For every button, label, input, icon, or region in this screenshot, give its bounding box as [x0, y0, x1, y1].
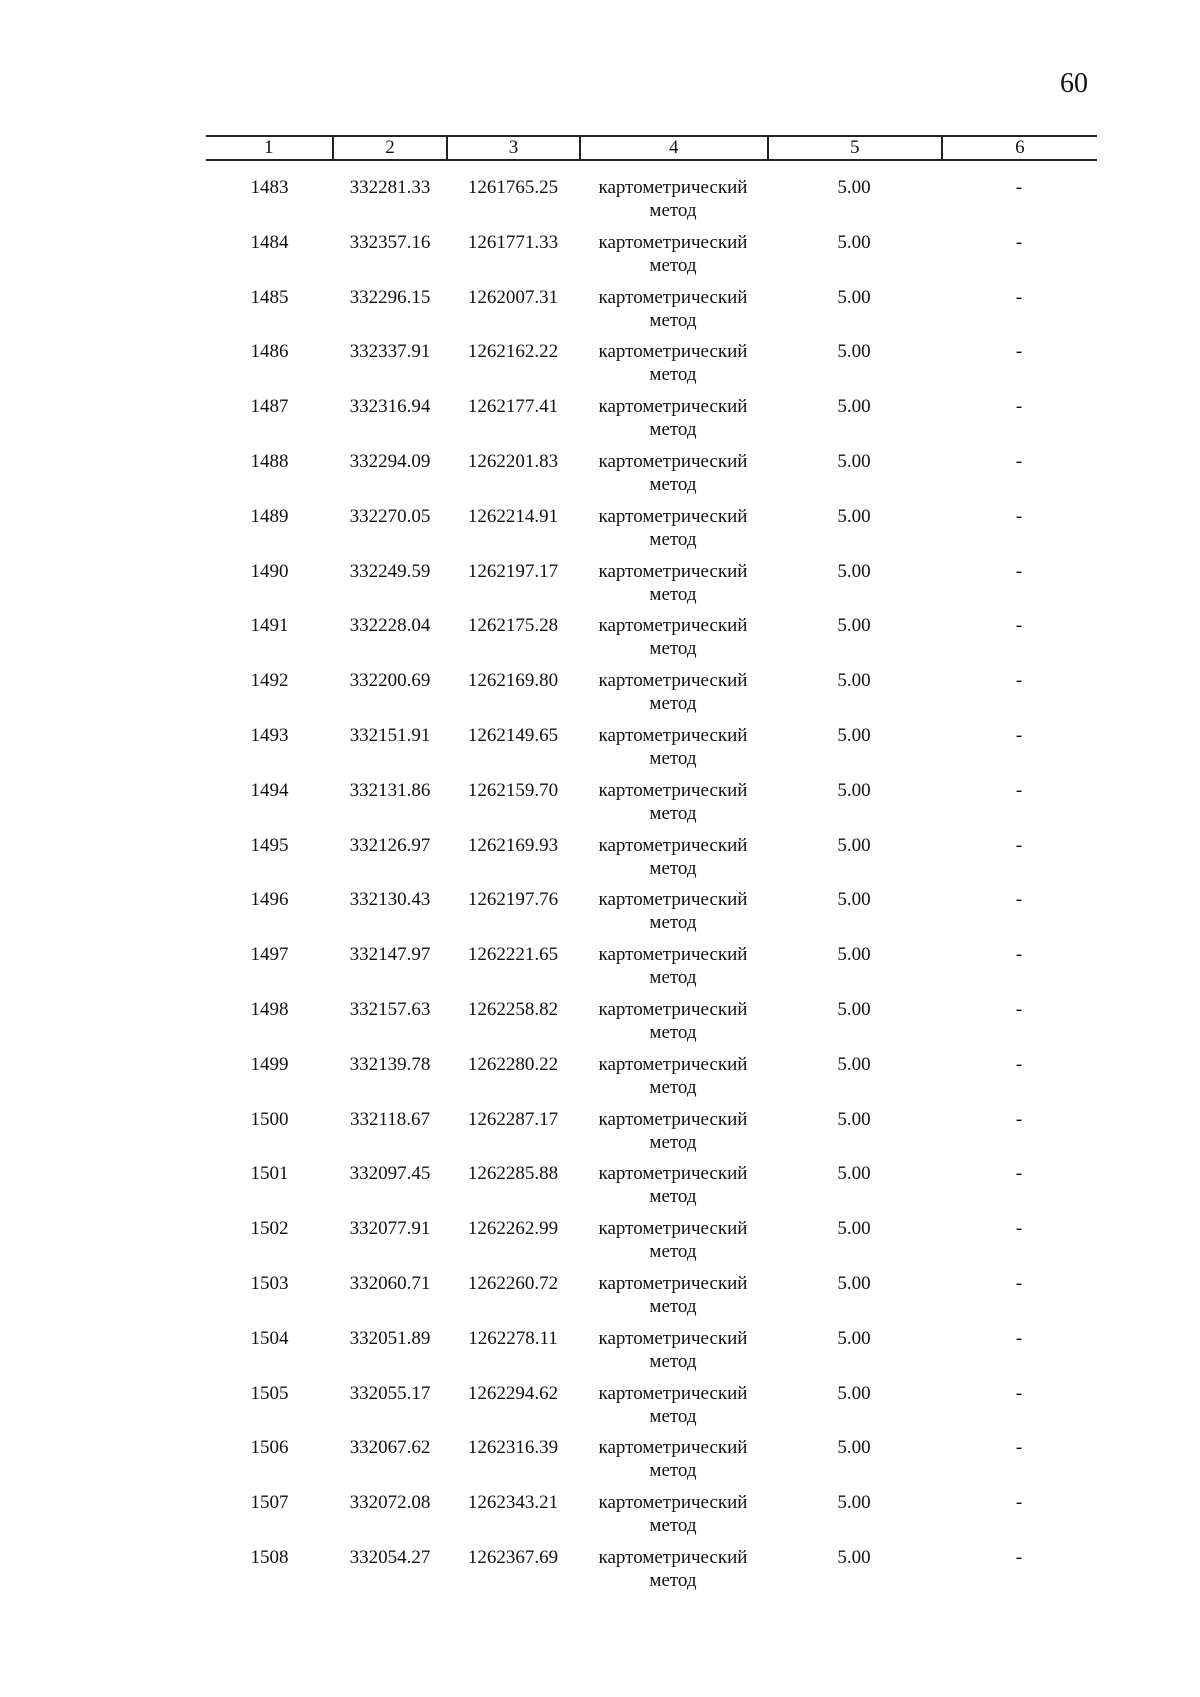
coordinate-y: 1261771.33	[467, 231, 559, 253]
method-line-2: метод	[649, 1405, 697, 1427]
method-line-2: метод	[649, 857, 697, 879]
method-cell	[579, 560, 767, 615]
method-line-2: метод	[649, 1515, 697, 1537]
method-line-1: картометрический	[598, 670, 748, 692]
table-row	[206, 395, 1097, 450]
point-number: 1495	[250, 834, 289, 856]
table-header-cell: 4	[579, 137, 767, 159]
coordinate-x: 332147.97	[349, 944, 431, 966]
method-line-1: картометрический	[598, 834, 748, 856]
accuracy-value: 5.00	[837, 450, 871, 472]
method-cell	[579, 724, 767, 779]
accuracy-value: 5.00	[837, 1108, 871, 1130]
method-line-1: картометрический	[598, 1437, 748, 1459]
note-value: -	[1015, 670, 1023, 692]
coordinate-y: 1262280.22	[467, 1053, 559, 1075]
coordinate-x: 332139.78	[349, 1053, 431, 1075]
coordinate-x: 332118.67	[349, 1108, 431, 1130]
method-line-1: картометрический	[598, 1327, 748, 1349]
note-value: -	[1015, 286, 1023, 308]
note-value: -	[1015, 396, 1023, 418]
point-number: 1490	[250, 560, 289, 582]
coordinate-y: 1262177.41	[467, 396, 559, 418]
method-line-2: метод	[649, 1021, 697, 1043]
note-value: -	[1015, 1382, 1023, 1404]
coordinate-x: 332296.15	[349, 286, 431, 308]
method-cell	[579, 1217, 767, 1272]
method-cell	[579, 779, 767, 834]
note-value: -	[1015, 615, 1023, 637]
method-line-2: метод	[649, 364, 697, 386]
note-value: -	[1015, 450, 1023, 472]
coordinate-y: 1262175.28	[467, 615, 559, 637]
point-number: 1498	[250, 998, 289, 1020]
method-cell	[579, 1436, 767, 1491]
method-line-2: метод	[649, 693, 697, 715]
accuracy-value: 5.00	[837, 1053, 871, 1075]
accuracy-value: 5.00	[837, 1382, 871, 1404]
point-number: 1505	[250, 1382, 289, 1404]
point-number: 1499	[250, 1053, 289, 1075]
method-line-1: картометрический	[598, 1546, 748, 1568]
coordinate-y: 1262221.65	[467, 944, 559, 966]
table-row	[206, 176, 1097, 231]
coordinate-x: 332357.16	[349, 231, 431, 253]
method-line-2: метод	[649, 254, 697, 276]
note-value: -	[1015, 724, 1023, 746]
method-line-2: метод	[649, 473, 697, 495]
coordinate-x: 332055.17	[349, 1382, 431, 1404]
method-cell	[579, 340, 767, 395]
point-number: 1491	[250, 615, 289, 637]
table-body	[206, 161, 1097, 1601]
accuracy-value: 5.00	[837, 1163, 871, 1185]
coordinate-x: 332270.05	[349, 505, 431, 527]
coordinate-y: 1262007.31	[467, 286, 559, 308]
point-number: 1503	[250, 1272, 289, 1294]
method-cell	[579, 1491, 767, 1546]
coordinate-y: 1262197.17	[467, 560, 559, 582]
note-value: -	[1015, 779, 1023, 801]
coordinates-table	[206, 135, 1097, 1601]
method-line-1: картометрический	[598, 1053, 748, 1075]
page-number: 60	[1060, 68, 1088, 99]
point-number: 1508	[250, 1546, 289, 1568]
coordinate-x: 332126.97	[349, 834, 431, 856]
method-line-1: картометрический	[598, 286, 748, 308]
method-cell	[579, 450, 767, 505]
method-cell	[579, 1053, 767, 1108]
note-value: -	[1015, 998, 1023, 1020]
method-line-2: метод	[649, 1460, 697, 1482]
method-cell	[579, 834, 767, 889]
method-line-1: картометрический	[598, 1492, 748, 1514]
method-line-2: метод	[649, 1186, 697, 1208]
method-line-2: метод	[649, 1131, 697, 1153]
point-number: 1501	[250, 1163, 289, 1185]
table-row	[206, 614, 1097, 669]
method-line-1: картометрический	[598, 505, 748, 527]
note-value: -	[1015, 1163, 1023, 1185]
table-row	[206, 505, 1097, 560]
coordinate-y: 1262201.83	[467, 450, 559, 472]
method-line-1: картометрический	[598, 1108, 748, 1130]
accuracy-value: 5.00	[837, 560, 871, 582]
point-number: 1493	[250, 724, 289, 746]
point-number: 1494	[250, 779, 289, 801]
method-cell	[579, 395, 767, 450]
method-cell	[579, 176, 767, 231]
table-row	[206, 724, 1097, 779]
table-row	[206, 1546, 1097, 1601]
note-value: -	[1015, 341, 1023, 363]
accuracy-value: 5.00	[837, 341, 871, 363]
method-line-1: картометрический	[598, 177, 748, 198]
method-line-2: метод	[649, 583, 697, 605]
table-header-cell: 2	[332, 137, 447, 159]
point-number: 1483	[250, 177, 289, 198]
table-row	[206, 1491, 1097, 1546]
table-row	[206, 779, 1097, 834]
note-value: -	[1015, 1272, 1023, 1294]
coordinate-x: 332060.71	[349, 1272, 431, 1294]
method-cell	[579, 286, 767, 341]
note-value: -	[1015, 560, 1023, 582]
coordinate-x: 332151.91	[349, 724, 431, 746]
table-row	[206, 998, 1097, 1053]
note-value: -	[1015, 1327, 1023, 1349]
method-line-1: картометрический	[598, 560, 748, 582]
table-row	[206, 340, 1097, 395]
table-row	[206, 1382, 1097, 1437]
coordinate-y: 1262367.69	[467, 1546, 559, 1568]
method-line-2: метод	[649, 912, 697, 934]
coordinate-x: 332130.43	[349, 889, 431, 911]
accuracy-value: 5.00	[837, 724, 871, 746]
coordinate-x: 332131.86	[349, 779, 431, 801]
method-line-1: картометрический	[598, 1382, 748, 1404]
accuracy-value: 5.00	[837, 1546, 871, 1568]
point-number: 1487	[250, 396, 289, 418]
table-row	[206, 1162, 1097, 1217]
method-line-1: картометрический	[598, 724, 748, 746]
table-row	[206, 834, 1097, 889]
coordinate-y: 1262285.88	[467, 1163, 559, 1185]
coordinate-y: 1262159.70	[467, 779, 559, 801]
table-row	[206, 231, 1097, 286]
accuracy-value: 5.00	[837, 834, 871, 856]
method-line-2: метод	[649, 200, 697, 221]
coordinate-x: 332200.69	[349, 670, 431, 692]
method-line-1: картометрический	[598, 1163, 748, 1185]
coordinate-x: 332097.45	[349, 1163, 431, 1185]
point-number: 1489	[250, 505, 289, 527]
method-line-1: картометрический	[598, 998, 748, 1020]
point-number: 1502	[250, 1218, 289, 1240]
coordinate-x: 332054.27	[349, 1546, 431, 1568]
point-number: 1492	[250, 670, 289, 692]
point-number: 1484	[250, 231, 289, 253]
coordinate-y: 1262258.82	[467, 998, 559, 1020]
method-line-2: метод	[649, 1241, 697, 1263]
accuracy-value: 5.00	[837, 1218, 871, 1240]
coordinate-y: 1262197.76	[467, 889, 559, 911]
method-line-1: картометрический	[598, 779, 748, 801]
note-value: -	[1015, 1053, 1023, 1075]
method-cell	[579, 1327, 767, 1382]
method-cell	[579, 1272, 767, 1327]
coordinate-x: 332051.89	[349, 1327, 431, 1349]
table-row	[206, 1053, 1097, 1108]
note-value: -	[1015, 231, 1023, 253]
method-line-1: картометрический	[598, 615, 748, 637]
method-line-2: метод	[649, 1076, 697, 1098]
coordinate-y: 1262214.91	[467, 505, 559, 527]
method-line-2: метод	[649, 747, 697, 769]
accuracy-value: 5.00	[837, 779, 871, 801]
coordinate-y: 1261765.25	[467, 177, 559, 198]
method-cell	[579, 1546, 767, 1601]
coordinate-x: 332067.62	[349, 1437, 431, 1459]
table-row	[206, 669, 1097, 724]
method-line-1: картометрический	[598, 944, 748, 966]
method-cell	[579, 998, 767, 1053]
point-number: 1497	[250, 944, 289, 966]
method-cell	[579, 888, 767, 943]
table-header-cell: 3	[446, 137, 579, 159]
accuracy-value: 5.00	[837, 231, 871, 253]
table-header-cell: 5	[767, 137, 941, 159]
point-number: 1488	[250, 450, 289, 472]
accuracy-value: 5.00	[837, 1272, 871, 1294]
point-number: 1507	[250, 1492, 289, 1514]
table-header-cell: 1	[264, 137, 274, 158]
method-line-1: картометрический	[598, 450, 748, 472]
coordinate-x: 332157.63	[349, 998, 431, 1020]
coordinate-x: 332294.09	[349, 450, 431, 472]
table-row	[206, 1327, 1097, 1382]
coordinate-x: 332077.91	[349, 1218, 431, 1240]
method-line-2: метод	[649, 1350, 697, 1372]
accuracy-value: 5.00	[837, 505, 871, 527]
accuracy-value: 5.00	[837, 944, 871, 966]
method-cell	[579, 1108, 767, 1163]
method-line-2: метод	[649, 638, 697, 660]
note-value: -	[1015, 1437, 1023, 1459]
note-value: -	[1015, 177, 1023, 198]
point-number: 1500	[250, 1108, 289, 1130]
table-row	[206, 1217, 1097, 1272]
accuracy-value: 5.00	[837, 1327, 871, 1349]
method-line-1: картометрический	[598, 341, 748, 363]
coordinate-y: 1262278.11	[468, 1327, 558, 1349]
table-row	[206, 943, 1097, 998]
accuracy-value: 5.00	[837, 177, 871, 198]
coordinate-x: 332228.04	[349, 615, 431, 637]
note-value: -	[1015, 889, 1023, 911]
coordinate-y: 1262260.72	[467, 1272, 559, 1294]
method-line-1: картометрический	[598, 889, 748, 911]
table-row	[206, 1436, 1097, 1491]
note-value: -	[1015, 834, 1023, 856]
point-number: 1496	[250, 889, 289, 911]
table-row	[206, 888, 1097, 943]
method-line-1: картометрический	[598, 231, 748, 253]
coordinate-y: 1262262.99	[467, 1218, 559, 1240]
coordinate-y: 1262287.17	[467, 1108, 559, 1130]
table-row	[206, 1272, 1097, 1327]
coordinate-y: 1262169.80	[467, 670, 559, 692]
coordinate-x: 332281.33	[349, 177, 431, 198]
method-line-1: картометрический	[598, 396, 748, 418]
coordinate-x: 332072.08	[349, 1492, 431, 1514]
coordinate-y: 1262316.39	[467, 1437, 559, 1459]
method-cell	[579, 505, 767, 560]
note-value: -	[1015, 1546, 1023, 1568]
note-value: -	[1015, 1218, 1023, 1240]
point-number: 1486	[250, 341, 289, 363]
table-row	[206, 560, 1097, 615]
accuracy-value: 5.00	[837, 670, 871, 692]
accuracy-value: 5.00	[837, 286, 871, 308]
coordinate-y: 1262162.22	[467, 341, 559, 363]
method-line-2: метод	[649, 1295, 697, 1317]
method-cell	[579, 1162, 767, 1217]
point-number: 1506	[250, 1437, 289, 1459]
point-number: 1485	[250, 286, 289, 308]
table-row	[206, 286, 1097, 341]
method-line-2: метод	[649, 419, 697, 441]
note-value: -	[1015, 944, 1023, 966]
method-line-1: картометрический	[598, 1272, 748, 1294]
note-value: -	[1015, 1108, 1023, 1130]
method-line-1: картометрический	[598, 1218, 748, 1240]
method-line-2: метод	[649, 528, 697, 550]
method-line-2: метод	[649, 967, 697, 989]
table-row	[206, 450, 1097, 505]
table-header-row	[206, 135, 1097, 161]
method-cell	[579, 669, 767, 724]
method-line-2: метод	[649, 1569, 697, 1591]
note-value: -	[1015, 1492, 1023, 1514]
note-value: -	[1015, 505, 1023, 527]
method-line-2: метод	[649, 802, 697, 824]
coordinate-y: 1262294.62	[467, 1382, 559, 1404]
point-number: 1504	[250, 1327, 289, 1349]
coordinate-x: 332316.94	[349, 396, 431, 418]
method-line-2: метод	[649, 309, 697, 331]
coordinate-y: 1262149.65	[467, 724, 559, 746]
method-cell	[579, 231, 767, 286]
coordinate-x: 332249.59	[349, 560, 431, 582]
method-cell	[579, 1382, 767, 1437]
table-row	[206, 1108, 1097, 1163]
table-header-cell: 6	[941, 137, 1097, 159]
accuracy-value: 5.00	[837, 1492, 871, 1514]
method-cell	[579, 614, 767, 669]
accuracy-value: 5.00	[837, 1437, 871, 1459]
accuracy-value: 5.00	[837, 396, 871, 418]
coordinate-y: 1262169.93	[467, 834, 559, 856]
method-cell	[579, 943, 767, 998]
accuracy-value: 5.00	[837, 889, 871, 911]
coordinate-x: 332337.91	[349, 341, 431, 363]
accuracy-value: 5.00	[837, 998, 871, 1020]
coordinate-y: 1262343.21	[467, 1492, 559, 1514]
accuracy-value: 5.00	[837, 615, 871, 637]
